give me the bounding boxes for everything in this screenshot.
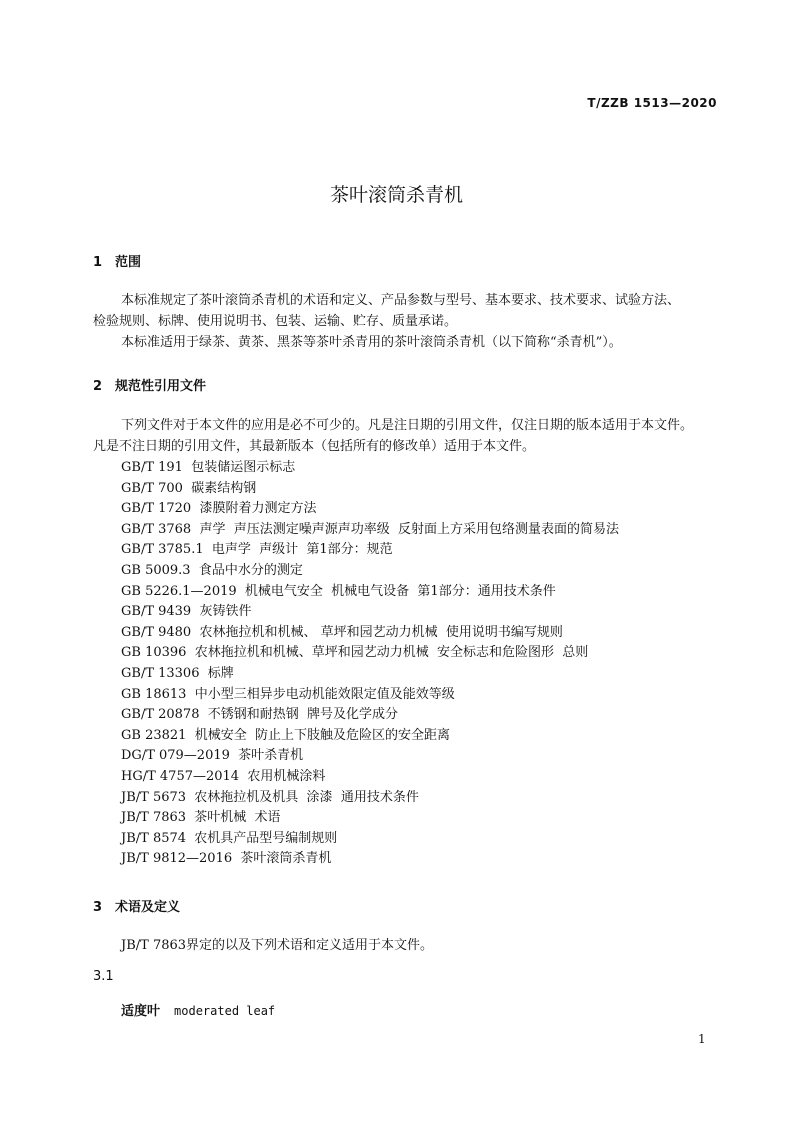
section-1-heading (93, 251, 141, 270)
reference-item: GB/T 9480 农林拖拉机和机械、 草坪和园艺动力机械 使用说明书编写规则 (121, 624, 563, 640)
section-1-paragraph-line-2: 检验规则、标牌、使用说明书、包装、运输、贮存、质量承诺。 (93, 314, 458, 329)
section-3-paragraph: JB/T 7863界定的以及下列术语和定义适用于本文件。 (121, 938, 434, 953)
section-3-title: 术语及定义 (115, 900, 181, 915)
reference-item: JB/T 8574 农机具产品型号编制规则 (121, 830, 338, 846)
section-1-paragraph-line-3: 本标准适用于绿茶、黄茶、黑茶等茶叶杀青用的茶叶滚筒杀青机（以下简称“杀青机”）。 (121, 335, 622, 350)
section-3-number: 3 (93, 900, 103, 915)
document-title: 茶叶滚筒杀青机 (329, 184, 463, 206)
reference-item: JB/T 9812—2016 茶叶滚筒杀青机 (121, 851, 332, 867)
section-2-heading (93, 375, 206, 394)
section-1-paragraph-line-1: 本标准规定了茶叶滚筒杀青机的术语和定义、产品参数与型号、基本要求、技术要求、试验方法、 (121, 293, 681, 308)
section-2-title: 规范性引用文件 (115, 379, 207, 394)
term-entry (121, 1000, 275, 1019)
reference-item: GB/T 191 包装储运图示标志 (121, 460, 296, 475)
section-1-number: 1 (93, 255, 103, 270)
reference-item: JB/T 5673 农林拖拉机及机具 涂漆 通用技术条件 (121, 789, 419, 805)
section-2-paragraph-line-1: 下列文件对于本文件的应用是必不可少的。凡是注日期的引用文件，仅注日期的版本适用于本文件。 (121, 418, 694, 433)
subsection-number: 3.1 (93, 969, 114, 984)
standard-code: T/ZZB 1513—2020 (587, 96, 717, 110)
reference-item: GB/T 20878 不锈钢和耐热钢 牌号及化学成分 (121, 707, 399, 723)
reference-item: GB/T 3768 声学 声压法测定噪声源声功率级 反射面上方采用包络测量表面的简易法 (121, 521, 619, 537)
reference-item: GB 10396 农林拖拉机和机械、草坪和园艺动力机械 安全标志和危险图形 总则 (121, 645, 589, 661)
section-2-number: 2 (93, 379, 103, 394)
reference-item: DG/T 079—2019 茶叶杀青机 (121, 748, 304, 764)
section-1-title: 范围 (115, 255, 142, 270)
section-2-paragraph-line-2: 凡是不注日期的引用文件，其最新版本（包括所有的修改单）适用于本文件。 (93, 439, 536, 454)
section-3-heading (93, 896, 180, 915)
reference-item: GB 23821 机械安全 防止上下肢触及危险区的安全距离 (121, 727, 450, 743)
reference-item: JB/T 7863 茶叶机械 术语 (121, 810, 281, 826)
reference-item: GB/T 3785.1 电声学 声级计 第1部分：规范 (121, 542, 393, 558)
reference-item: HG/T 4757—2014 农用机械涂料 (121, 768, 326, 784)
normative-reference-list (121, 458, 619, 870)
page-number: 1 (698, 1032, 706, 1046)
term-chinese: 适度叶 (121, 1004, 161, 1019)
reference-item: GB/T 13306 标牌 (121, 665, 234, 681)
reference-item: GB/T 9439 灰铸铁件 (121, 604, 252, 620)
reference-item: GB/T 700 碳素结构钢 (121, 480, 257, 496)
reference-item: GB 18613 中小型三相异步电动机能效限定值及能效等级 (121, 686, 455, 702)
reference-item: GB 5226.1—2019 机械电气安全 机械电气设备 第1部分：通用技术条件 (121, 583, 556, 599)
term-english: moderated leaf (174, 1004, 276, 1018)
reference-item: GB/T 1720 漆膜附着力测定方法 (121, 501, 317, 517)
reference-item: GB 5009.3 食品中水分的测定 (121, 562, 303, 578)
